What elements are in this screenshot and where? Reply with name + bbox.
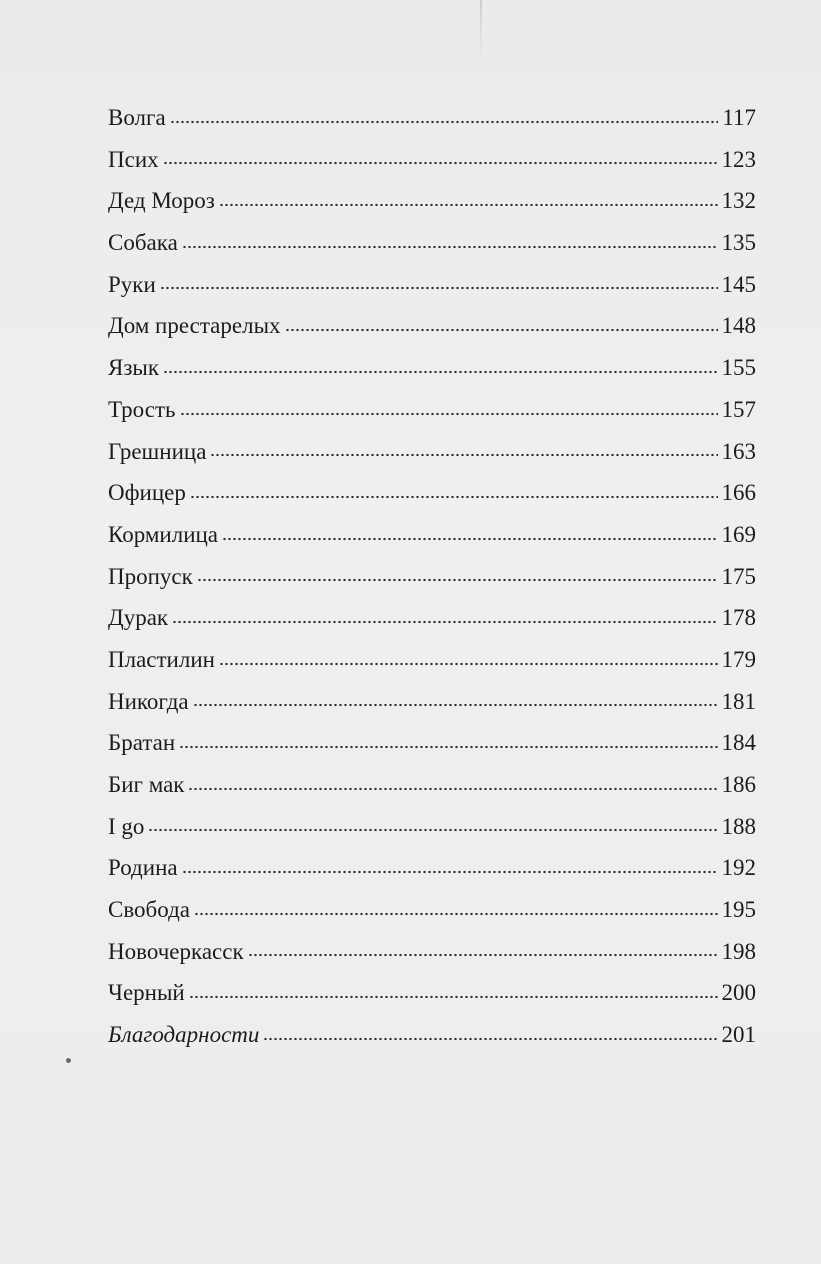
toc-entry-title: Дом престарелых — [108, 313, 281, 339]
dot-leader — [170, 117, 719, 127]
toc-entry-page-number: 157 — [721, 396, 756, 422]
toc-entry-title: Никогда — [108, 688, 189, 714]
toc-entry-title: Биг мак — [108, 772, 185, 797]
toc-entry-page-number: 192 — [721, 855, 756, 881]
dot-leader — [219, 200, 718, 210]
dot-leader — [194, 909, 718, 919]
dot-leader — [197, 575, 718, 585]
toc-entry-title: Псих — [108, 146, 159, 172]
dot-leader — [182, 867, 718, 877]
toc-entry-page-number: 181 — [721, 688, 756, 714]
dot-leader — [163, 367, 717, 377]
toc-entry-title: Черный — [108, 980, 185, 1006]
toc-entry — [108, 597, 756, 639]
toc-entry — [108, 556, 756, 598]
toc-entry — [108, 514, 756, 556]
toc-entry-page-number: 123 — [721, 146, 756, 172]
toc-entry — [108, 139, 756, 181]
dot-leader — [285, 325, 718, 335]
toc-entry-title: Дед Мороз — [108, 188, 215, 214]
toc-entry — [108, 264, 756, 306]
toc-entry — [108, 97, 756, 139]
toc-entry-title: Язык — [108, 355, 160, 381]
toc-entry — [108, 847, 756, 889]
toc-entry-page-number: 195 — [721, 897, 756, 923]
dot-leader — [248, 950, 718, 960]
toc-entry-title: Кормилица — [108, 521, 219, 547]
toc-entry-page-number: 200 — [721, 980, 756, 1006]
toc-entry-page-number: 184 — [721, 730, 756, 756]
toc-entry-page-number: 148 — [721, 313, 756, 339]
toc-entry — [108, 972, 756, 1014]
toc-entry-page-number: 117 — [722, 105, 756, 130]
dot-leader — [182, 242, 718, 252]
dot-leader — [148, 825, 717, 835]
toc-entry-page-number: 198 — [721, 938, 756, 964]
toc-entry-title: Братан — [108, 730, 176, 756]
toc-entry-page-number: 178 — [721, 605, 756, 631]
toc-entry-page-number: 186 — [721, 772, 756, 797]
toc-entry — [108, 722, 756, 764]
toc-entry-page-number: 155 — [721, 355, 756, 381]
toc-entry — [108, 472, 756, 514]
toc-entry — [108, 222, 756, 264]
toc-entry-title: Родина — [108, 855, 178, 881]
toc-entry — [108, 389, 756, 431]
toc-entry-title: Новочеркасск — [108, 938, 244, 964]
toc-entry — [108, 305, 756, 347]
toc-entry-title: Пропуск — [108, 563, 193, 589]
toc-entry-title: Свобода — [108, 897, 190, 923]
toc-entry-title: Благодарности — [108, 1022, 260, 1048]
page-crease — [480, 0, 482, 60]
toc-entry — [108, 347, 756, 389]
toc-entry — [108, 1014, 756, 1056]
toc-entry-title: Пластилин — [108, 646, 215, 672]
toc-entry-title: Грешница — [108, 438, 207, 464]
dot-leader — [190, 492, 718, 502]
dot-leader — [160, 283, 718, 293]
toc-entry — [108, 180, 756, 222]
toc-entry — [108, 764, 756, 806]
dot-leader — [180, 409, 718, 419]
dot-leader — [189, 992, 718, 1002]
toc-entry-title: Дурак — [108, 605, 169, 631]
dot-leader — [163, 158, 718, 168]
toc-entry — [108, 431, 756, 473]
dot-leader — [263, 1034, 717, 1044]
toc-entry-page-number: 188 — [721, 813, 756, 839]
toc-entry-title: Офицер — [108, 480, 186, 506]
dot-leader — [179, 742, 717, 752]
toc-entry-title: I go — [108, 813, 145, 839]
paper-speck — [66, 1058, 71, 1063]
toc-entry — [108, 681, 756, 723]
toc-entry — [108, 931, 756, 973]
dot-leader — [188, 784, 717, 794]
toc-entry-title: Руки — [108, 271, 156, 297]
toc-entry-title: Трость — [108, 396, 176, 422]
toc-entry — [108, 639, 756, 681]
toc-entry-page-number: 179 — [721, 646, 756, 672]
table-of-contents — [108, 97, 756, 1056]
toc-entry-page-number: 175 — [721, 563, 756, 589]
dot-leader — [219, 659, 718, 669]
toc-entry — [108, 806, 756, 848]
toc-entry-page-number: 135 — [721, 230, 756, 256]
toc-entry-title: Волга — [108, 105, 166, 130]
toc-entry — [108, 889, 756, 931]
dot-leader — [210, 450, 717, 460]
dot-leader — [172, 617, 717, 627]
dot-leader — [222, 534, 717, 544]
toc-entry-page-number: 169 — [721, 521, 756, 547]
dot-leader — [193, 700, 718, 710]
toc-entry-page-number: 145 — [721, 271, 756, 297]
toc-entry-page-number: 163 — [721, 438, 756, 464]
toc-entry-page-number: 166 — [721, 480, 756, 506]
toc-entry-page-number: 201 — [721, 1022, 756, 1048]
toc-entry-title: Собака — [108, 230, 178, 256]
toc-entry-page-number: 132 — [721, 188, 756, 214]
